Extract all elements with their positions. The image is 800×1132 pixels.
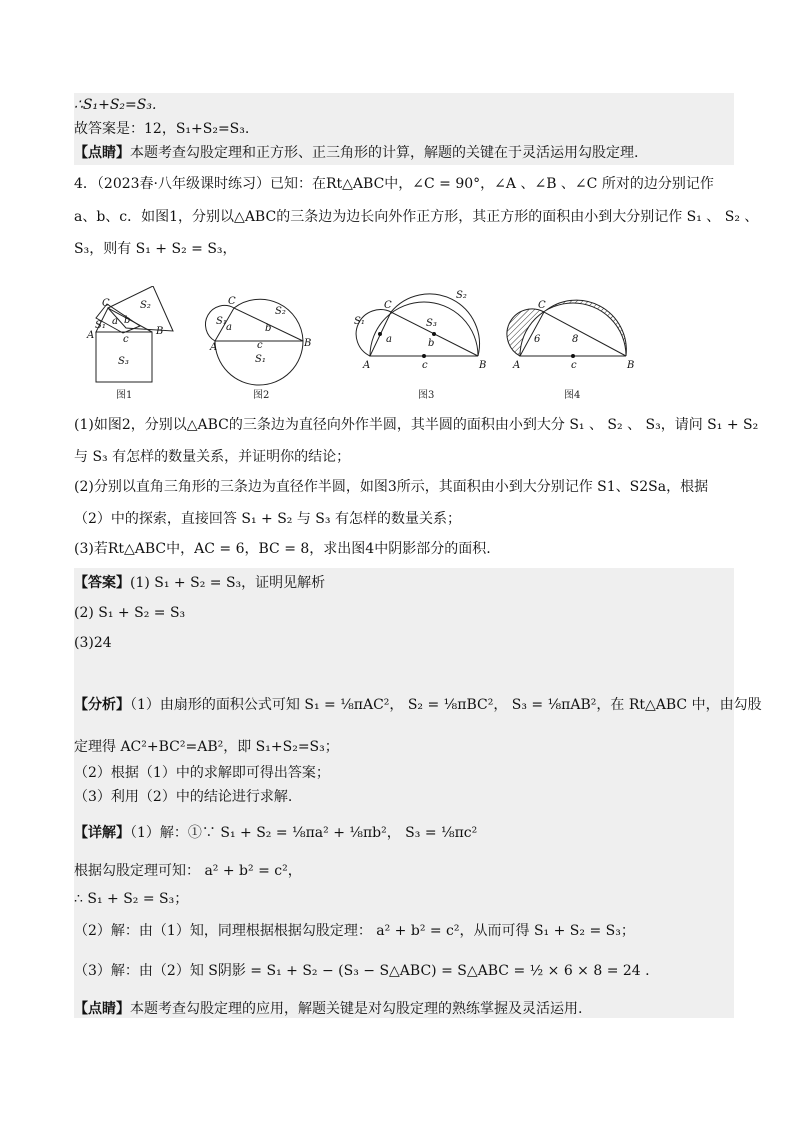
fig4-label-c: c [571, 360, 577, 371]
fig2-label-b: b [265, 323, 272, 334]
answer-2: (2) S₁ + S₂ = S₃ [74, 605, 186, 621]
fig1-caption: 图1 [116, 390, 133, 401]
fig3-label-B: B [479, 360, 487, 371]
fig3-caption: 图3 [418, 390, 435, 401]
fig2-label-C: C [228, 296, 236, 307]
prev-comment: 【点睛】本题考查勾股定理和正方形、正三角形的计算，解题的关键在于灵活运用勾股定理. [74, 145, 639, 161]
fig1-label-A: A [87, 330, 95, 341]
fig2-semicircle-b [234, 299, 303, 341]
figure-2 [205, 296, 311, 401]
question-1-line-2: 与 S₃ 有怎样的数量关系，并证明你的结论； [74, 449, 351, 465]
fig3-label-A: A [363, 360, 371, 371]
fig2-label-s2: S₂ [275, 306, 286, 317]
figure-1 [86, 286, 173, 401]
analysis-line-1: 【分析】（1）由扇形的面积公式可知 S₁ = ⅛πAC²， S₂ = ⅛πBC²， S₃ = ⅛πAB²，在 Rt△ABC 中，由勾股 [74, 697, 762, 713]
fig3-label-c: c [422, 360, 428, 371]
problem-line-3: S₃，则有 S₁ + S₂ = S₃， [74, 241, 237, 257]
fig4-label-8: 8 [572, 334, 579, 345]
fig3-dot-a [378, 332, 382, 336]
fig1-label-a: a [112, 316, 118, 327]
figures-strip [60, 286, 720, 410]
detail-line-4: （2）解：由（1）知，同理根据根据勾股定理： a² + b² = c²，从而可得 S₁ + S₂ = S₃； [74, 923, 635, 939]
question-2-line-2: （2）中的探索，直接回答 S₁ + S₂ 与 S₃ 有怎样的数量关系； [74, 511, 461, 527]
fig4-label-C: C [538, 300, 546, 311]
fig4-label-B: B [627, 360, 635, 371]
fig4-label-A: A [513, 360, 521, 371]
fig1-label-B: B [156, 326, 164, 337]
fig3-dot-b [432, 332, 436, 336]
fig1-label-s3: S₃ [118, 356, 129, 367]
fig1-label-c-vertex: C [102, 298, 110, 309]
fig3-label-s1: S₁ [354, 316, 365, 327]
fig4-caption: 图4 [564, 390, 581, 401]
fig2-label-s1-bottom: S₁ [255, 354, 266, 365]
fig2-label-A: A [210, 342, 218, 353]
fig3-label-C: C [384, 300, 392, 311]
fig4-label-6: 6 [534, 334, 541, 345]
question-2-line-1: (2)分别以直角三角形的三条边为直径作半圆，如图3所示，其面积由小到大分别记作 S1、S2Sa，根据 [74, 479, 709, 495]
fig2-label-a: a [226, 322, 232, 333]
fig2-label-s1-left: S₁ [216, 316, 227, 327]
fig1-label-b: b [124, 315, 131, 326]
detail-line-3: ∴ S₁ + S₂ = S₃； [74, 891, 189, 907]
problem-line-1: 4．（2023春·八年级课时练习）已知：在Rt△ABC中，∠C = 90°，∠A 、∠B 、∠C 所对的边分别记作 [74, 176, 714, 192]
final-comment: 【点睛】本题考查勾股定理的应用，解题关键是对勾股定理的熟练掌握及灵活运用. [74, 1001, 583, 1017]
analysis-line-4: （3）利用（2）中的结论进行求解. [74, 789, 293, 805]
fig1-label-c: c [123, 334, 129, 345]
question-3: (3)若Rt△ABC中，AC = 6，BC = 8，求出图4中阴影部分的面积. [74, 541, 491, 557]
fig1-label-s1: S₁ [95, 320, 106, 331]
detail-line-5: （3）解：由（2）知 S阴影 = S₁ + S₂ − (S₃ − S△ABC) = S△ABC = ½ × 6 × 8 = 24 . [74, 963, 650, 979]
figure-3 [354, 290, 486, 401]
detail-line-2: 根据勾股定理可知： a² + b² = c²， [74, 863, 302, 879]
fig3-label-s3: S₃ [426, 318, 437, 329]
fig3-label-a: a [386, 334, 392, 345]
answer-3: (3)24 [74, 635, 112, 651]
answer-1: 【答案】(1) S₁ + S₂ = S₃，证明见解析 [74, 575, 326, 591]
fig1-label-s2: S₂ [140, 300, 151, 311]
analysis-line-3: （2）根据（1）中的求解即可得出答案； [74, 765, 330, 781]
figure-4 [507, 300, 634, 401]
analysis-line-2: 定理得 AC²+BC²=AB²，即 S₁+S₂=S₃； [74, 739, 339, 755]
prev-conclusion: ∴S₁+S₂=S₃. [74, 97, 157, 113]
fig2-label-B: B [304, 338, 312, 349]
detail-line-1: 【详解】（1）解：①∵ S₁ + S₂ = ⅛πa² + ⅛πb²， S₃ = ⅛πc² [74, 825, 478, 841]
fig3-center-dot [422, 354, 426, 358]
fig2-label-c: c [257, 340, 263, 351]
fig4-center-dot [571, 354, 575, 358]
fig3-label-s2: S₂ [456, 290, 467, 301]
problem-line-2: a、b、c．如图1，分别以△ABC的三条边为边长向外作正方形，其正方形的面积由小到大分别记作 S₁ 、 S₂ 、 [74, 209, 759, 225]
fig2-caption: 图2 [253, 390, 270, 401]
question-1-line-1: (1)如图2，分别以△ABC的三条边为直径向外作半圆，其半圆的面积由小到大分 S₁ 、 S₂ 、 S₃，请问 S₁ + S₂ [74, 417, 759, 433]
prev-answer: 故答案是：12，S₁+S₂=S₃. [74, 121, 250, 137]
fig3-label-b: b [428, 338, 435, 349]
